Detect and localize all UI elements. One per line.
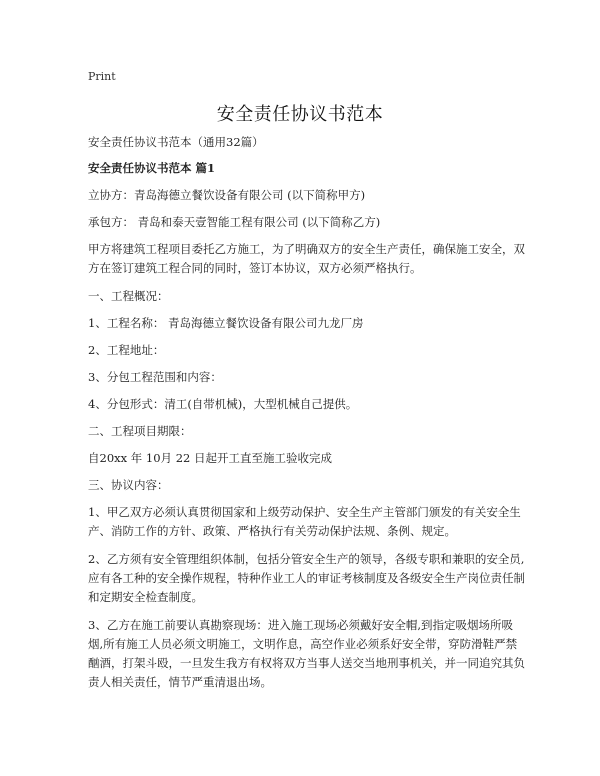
party-b-line: 承包方： 青岛和泰天壹智能工程有限公司 (以下简称乙方) (88, 215, 381, 229)
document-body (88, 133, 528, 701)
heading-project-overview: 一、工程概况： (88, 289, 169, 303)
clause-3: 3、乙方在施工前要认真勘察现场：进入施工现场必须戴好安全帽,到指定吸烟场所吸烟,所有施工人员必须文明施工，文明作息，高空作业必须系好安全带，穿防滑鞋严禁酗酒，打架斗殴，一旦发生我方有权将双方当事人送交当地刑事机关，并一同追究其负责人相关责任，情节严重清退出场。 (88, 618, 525, 689)
page-title: 安全责任协议书范本 (216, 104, 384, 125)
project-address-line: 2、工程地址： (88, 343, 165, 357)
term-line: 自20xx 年 10月 22 日起开工直至施工验收完成 (88, 451, 332, 465)
heading-agreement-content: 三、协议内容： (88, 478, 169, 492)
heading-project-term: 二、工程项目期限： (88, 424, 192, 438)
clause-2: 2、乙方须有安全管理组织体制，包括分管安全生产的领导，各级专职和兼职的安全员,应有各工种的安全操作规程，特种作业工人的审证考核制度及各级安全生产岗位责任制和定期安全检查制度。 (88, 552, 525, 604)
subcontract-form-line: 4、分包形式：清工(自带机械)，大型机械自己提供。 (88, 397, 358, 411)
document-subtitle: 安全责任协议书范本（通用32篇） (88, 135, 264, 149)
project-name-line: 1、工程名称： 青岛海德立餐饮设备有限公司九龙厂房 (88, 316, 364, 330)
clause-1: 1、甲乙双方必须认真贯彻国家和上级劳动保护、安全生产主管部门颁发的有关安全生产、消防工作的方针、政策、严格执行有关劳动保护法规、条例、规定。 (88, 505, 521, 538)
party-a-line: 立协方：青岛海德立餐饮设备有限公司 (以下简称甲方) (88, 188, 366, 202)
section-title: 安全责任协议书范本 篇1 (88, 161, 216, 175)
print-label: Print (88, 70, 116, 83)
scope-line: 3、分包工程范围和内容： (88, 370, 222, 384)
intro-paragraph: 甲方将建筑工程项目委托乙方施工，为了明确双方的安全生产责任，确保施工安全，双方在签订建筑工程合同的同时，签订本协议，双方必须严格执行。 (88, 242, 525, 275)
